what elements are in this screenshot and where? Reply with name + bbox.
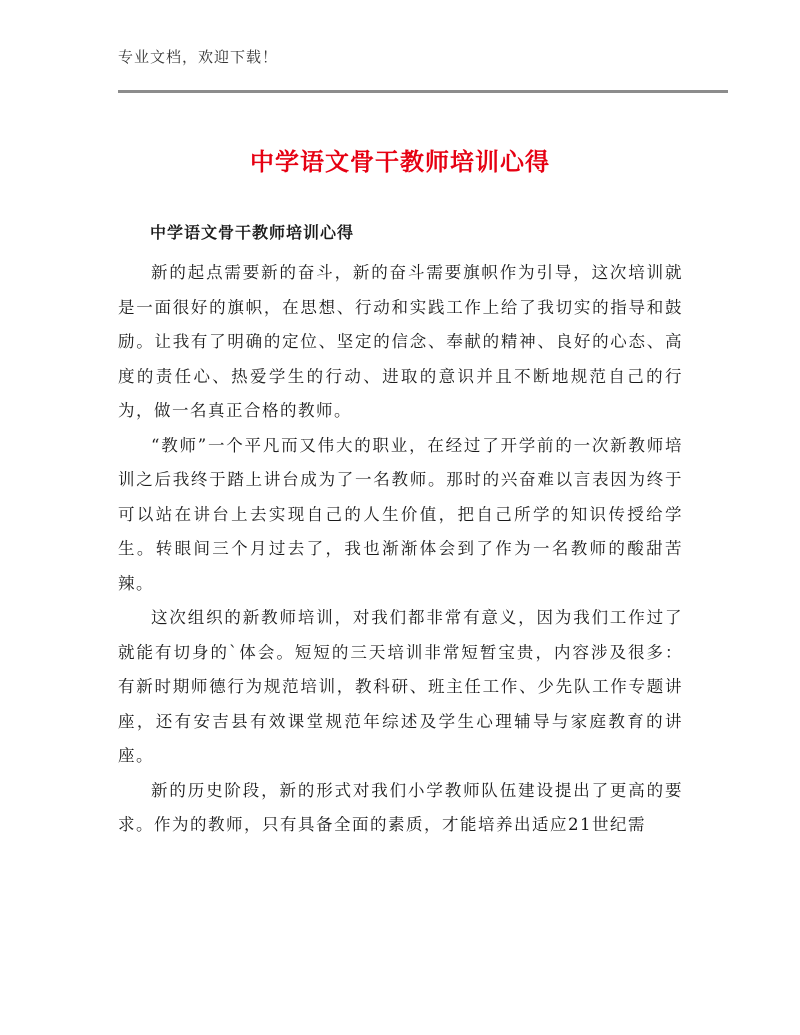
body-paragraph-1: 新的起点需要新的奋斗，新的奋斗需要旗帜作为引导，这次培训就是一面很好的旗帜，在思想、行动和实践工作上给了我切实的指导和鼓励。让我有了明确的定位、坚定的信念、奉献的精神、良好的心态、高度的责任心、热爱学生的行动、进取的意识并且不断地规范自己的行为，做一名真正合格的教师。 (118, 263, 683, 420)
document-subtitle: 中学语文骨干教师培训心得 (150, 223, 355, 242)
document-title: 中学语文骨干教师培训心得 (250, 148, 550, 176)
body-paragraph-3: 这次组织的新教师培训，对我们都非常有意义，因为我们工作过了就能有切身的`体会。短短的三天培训非常短暂宝贵，内容涉及很多：有新时期师德行为规范培训，教科研、班主任工作、少先队工作专题讲座，还有安吉县有效课堂规范年综述及学生心理辅导与家庭教育的讲座。 (118, 608, 683, 765)
header-divider (118, 90, 728, 93)
document-body (118, 256, 683, 843)
body-paragraph-4: 新的历史阶段，新的形式对我们小学教师队伍建设提出了更高的要求。作为的教师，只有具备全面的素质，才能培养出适应21世纪需 (118, 780, 683, 834)
page-header-text: 专业文档，欢迎下载！ (118, 48, 279, 66)
body-paragraph-2: “教师”一个平凡而又伟大的职业，在经过了开学前的一次新教师培训之后我终于踏上讲台成为了一名教师。那时的兴奋难以言表因为终于可以站在讲台上去实现自己的人生价值，把自己所学的知识传授给学生。转眼间三个月过去了，我也渐渐体会到了作为一名教师的酸甜苦辣。 (118, 435, 683, 593)
